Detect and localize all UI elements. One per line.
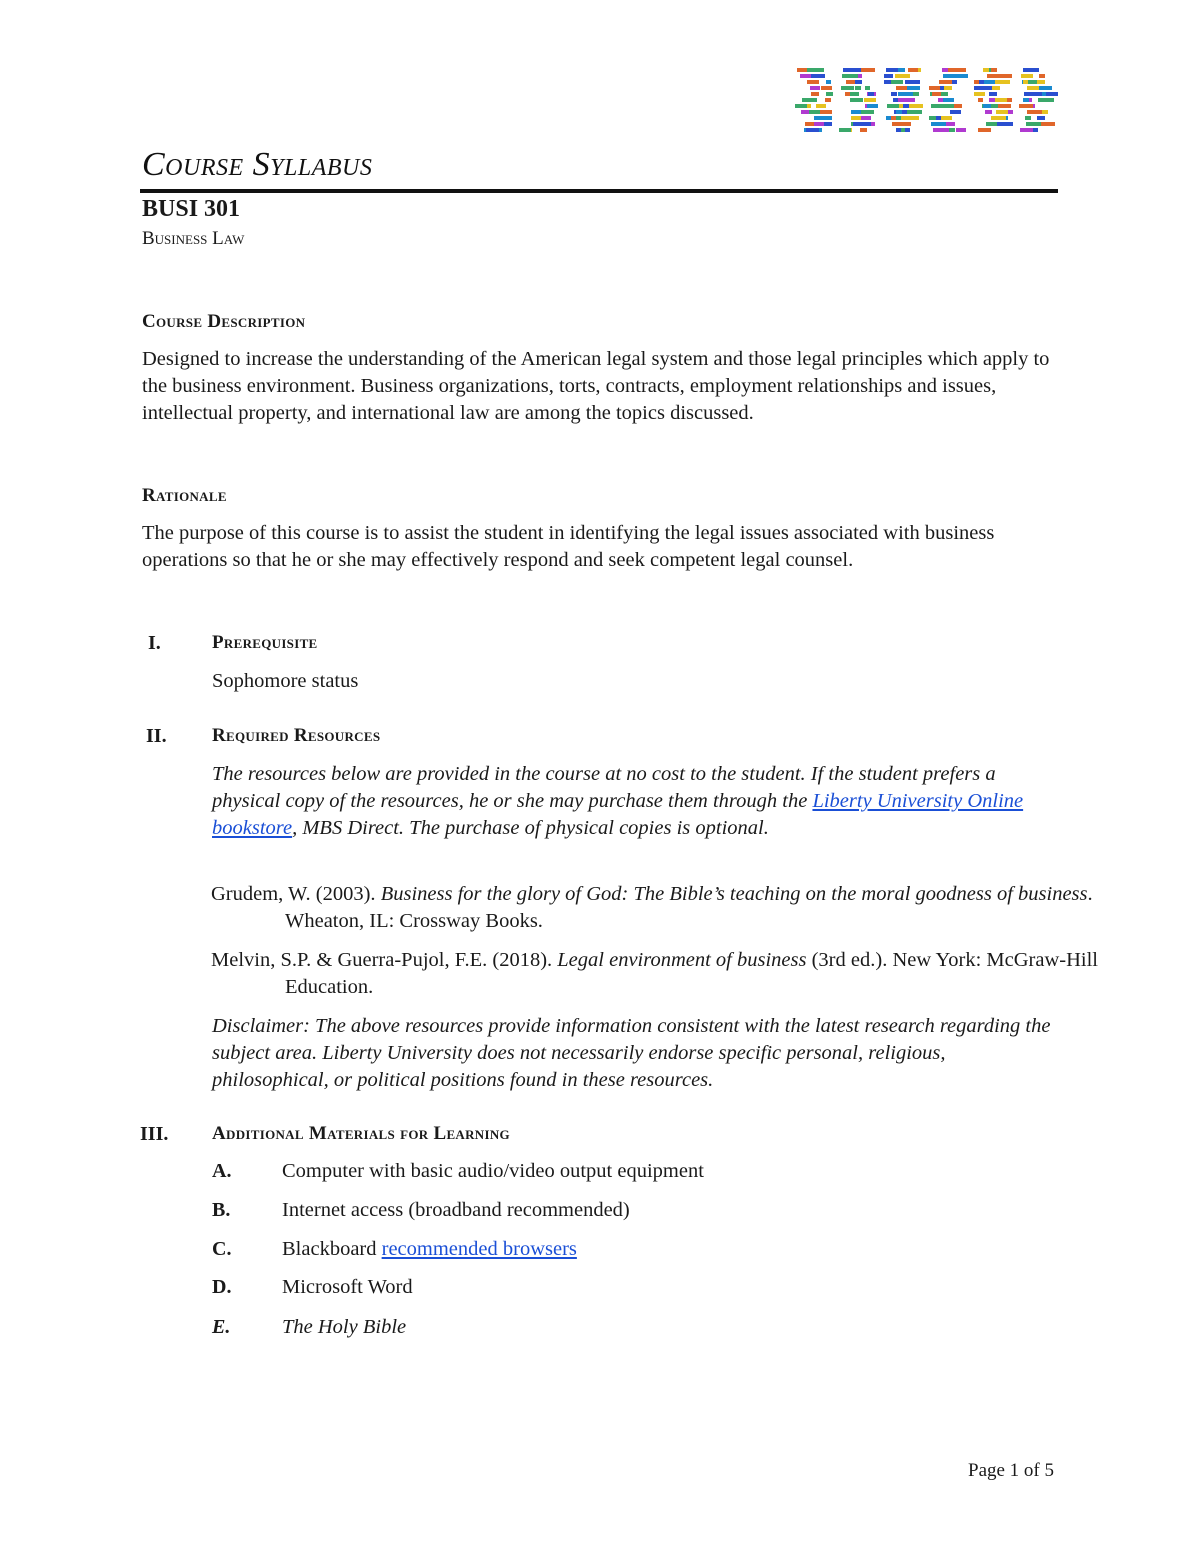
logo-pixel-block xyxy=(865,86,870,90)
logo-pixel-block xyxy=(802,98,817,102)
logo-pixel-block xyxy=(795,104,801,108)
reference-entry xyxy=(211,881,1125,935)
logo-pixel-block xyxy=(821,86,832,90)
logo-pixel-block xyxy=(1044,92,1058,96)
bookstore-link[interactable]: Liberty University Online bookstore xyxy=(212,790,1024,839)
reference-title: Legal environment of business xyxy=(557,949,807,971)
list-item: Internet access (broadband recommended) xyxy=(282,1199,630,1221)
logo-pixel-block xyxy=(901,116,919,120)
logo-pixel-block xyxy=(825,98,831,102)
logo-pixel-block xyxy=(996,110,1008,114)
logo-pixel-block xyxy=(908,68,918,72)
logo-pixel-block xyxy=(974,86,992,90)
logo-pixel-block xyxy=(939,80,952,84)
logo-pixel-block xyxy=(954,104,962,108)
logo-pixel-block xyxy=(1037,116,1045,120)
logo-pixel-block xyxy=(1039,74,1045,78)
logo-pixel-block xyxy=(855,86,861,90)
logo-pixel-block xyxy=(861,116,871,120)
logo-pixel-block xyxy=(989,92,997,96)
reference-authors: Grudem, W. (2003). xyxy=(211,883,381,905)
logo-pixel-block xyxy=(1033,128,1038,132)
resources-intro-text-end: , MBS Direct. The purchase of physical copies is optional. xyxy=(292,817,769,839)
logo-pixel-block xyxy=(841,86,854,90)
reference-publisher: . Wheaton, IL: Crossway Books. xyxy=(285,883,1093,932)
logo-pixel-block xyxy=(839,128,851,132)
logo-pixel-block xyxy=(800,74,811,78)
logo-pixel-block xyxy=(891,80,903,84)
logo-pixel-block xyxy=(948,68,966,72)
logo-pixel-block xyxy=(884,74,893,78)
logo-pixel-block xyxy=(929,116,937,120)
logo-pixel-block xyxy=(1021,74,1033,78)
logo-pixel-block xyxy=(943,98,954,102)
logo-pixel-block xyxy=(1038,98,1054,102)
logo-pixel-block xyxy=(1004,74,1012,78)
description-text: Designed to increase the understanding of the American legal system and those legal principles which apply to the business environment. Business organizations, torts, contracts, employment relationships and issues, intellectual property, and international law are among the topics discussed. xyxy=(142,348,1050,424)
logo-pixel-block xyxy=(933,128,949,132)
logo-pixel-block xyxy=(931,122,946,126)
logo-pixel-block xyxy=(810,86,820,90)
page-number: Page 1 of 5 xyxy=(968,1460,1055,1481)
section-numeral: I. xyxy=(148,632,161,654)
materials-heading: Additional Materials for Learning xyxy=(212,1123,510,1144)
logo-pixel-block xyxy=(814,122,824,126)
logo-pixel-block xyxy=(941,116,952,120)
logo-pixel-block xyxy=(1019,104,1033,108)
logo-pixel-block xyxy=(985,110,992,114)
logo-pixel-block xyxy=(978,98,983,102)
logo-pixel-block xyxy=(932,92,941,96)
logo-pixel-block xyxy=(895,74,910,78)
page-title: Course Syllabus xyxy=(142,146,373,183)
logo-pixel-block xyxy=(816,104,826,108)
logo-pixel-block xyxy=(853,122,871,126)
logo-pixel-block xyxy=(899,122,911,126)
logo-pixel-block xyxy=(991,68,997,72)
logo-pixel-block xyxy=(806,128,819,132)
logo-pixel-block xyxy=(974,80,979,84)
logo-pixel-block xyxy=(846,80,855,84)
logo-pixel-block xyxy=(826,92,833,96)
description-heading: Course Description xyxy=(142,311,306,332)
reference-publisher: (3rd ed.). New York: McGraw-Hill Education. xyxy=(285,949,1098,998)
logo-pixel-block xyxy=(811,92,819,96)
logo-pixel-block xyxy=(1027,110,1042,114)
logo-pixel-block xyxy=(850,98,863,102)
list-letter: E. xyxy=(212,1316,231,1338)
logo-pixel-block xyxy=(801,104,807,108)
logo-pixel-block xyxy=(898,92,913,96)
logo-pixel-block xyxy=(956,128,966,132)
logo-pixel-block xyxy=(896,110,902,114)
logo-pixel-block xyxy=(854,80,862,84)
logo-pixel-block xyxy=(1039,86,1052,90)
list-item-text: Blackboard xyxy=(282,1238,382,1260)
reference-entry xyxy=(211,947,1125,1001)
logo-pixel-block xyxy=(867,104,878,108)
list-letter: C. xyxy=(212,1238,232,1260)
logo-pixel-block xyxy=(905,128,910,132)
logo-pixel-block xyxy=(992,86,1000,90)
logo-pixel-block xyxy=(931,104,948,108)
list-item: Computer with basic audio/video output equipment xyxy=(282,1160,704,1182)
logo-pixel-block xyxy=(896,116,901,120)
logo-pixel-block xyxy=(845,92,850,96)
logo-pixel-block xyxy=(909,104,923,108)
logo-pixel-block xyxy=(807,80,819,84)
section-numeral: II. xyxy=(146,725,167,747)
logo-pixel-block xyxy=(986,122,997,126)
logo-pixel-block xyxy=(907,86,920,90)
course-code: BUSI 301 xyxy=(142,196,241,222)
prerequisite-heading: Prerequisite xyxy=(212,632,318,653)
list-item xyxy=(282,1238,577,1261)
list-letter: A. xyxy=(212,1160,232,1182)
logo-pixel-block xyxy=(983,104,991,108)
logo-pixel-block xyxy=(1023,80,1028,84)
logo-pixel-block xyxy=(902,104,910,108)
logo-pixel-block xyxy=(801,110,809,114)
resources-heading: Required Resources xyxy=(212,725,381,746)
logo-pixel-block xyxy=(898,98,915,102)
logo-pixel-block xyxy=(943,74,958,78)
section-numeral: III. xyxy=(140,1123,169,1145)
logo-pixel-block xyxy=(995,80,1010,84)
logo-pixel-block xyxy=(860,128,867,132)
logo-pixel-block xyxy=(944,86,952,90)
liberty-university-logo xyxy=(794,68,1062,134)
logo-pixel-block xyxy=(887,104,899,108)
logo-pixel-block xyxy=(864,98,876,102)
logo-pixel-block xyxy=(978,128,985,132)
list-item: Microsoft Word xyxy=(282,1276,413,1298)
logo-pixel-block xyxy=(805,122,814,126)
title-divider xyxy=(140,189,1058,193)
logo-pixel-block xyxy=(905,80,920,84)
course-name: Business Law xyxy=(142,228,245,249)
logo-pixel-block xyxy=(995,98,1007,102)
logo-pixel-block xyxy=(907,110,922,114)
logo-pixel-block xyxy=(868,92,874,96)
logo-pixel-block xyxy=(1025,116,1031,120)
logo-pixel-block xyxy=(861,68,875,72)
rationale-heading: Rationale xyxy=(142,485,227,506)
prerequisite-text: Sophomore status xyxy=(212,670,359,692)
logo-pixel-block xyxy=(974,92,985,96)
rationale-text: The purpose of this course is to assist the student in identifying the legal issues associated with business operations so that he or she may effectively respond and seek competent legal counsel. xyxy=(142,522,995,571)
resources-intro xyxy=(212,761,1052,842)
logo-pixel-block xyxy=(861,110,874,114)
logo-pixel-block xyxy=(997,122,1013,126)
logo-pixel-block xyxy=(824,122,832,126)
logo-pixel-block xyxy=(843,68,859,72)
logo-pixel-block xyxy=(1023,68,1037,72)
logo-pixel-block xyxy=(1024,92,1042,96)
logo-pixel-block xyxy=(814,116,832,120)
resources-intro-text: The resources below are provided in the course at no cost to the student. If the student prefers a physical copy of the resources, he or she may purchase them through the xyxy=(212,763,996,812)
logo-pixel-block xyxy=(842,74,858,78)
logo-pixel-block xyxy=(1041,122,1055,126)
reference-title: Business for the glory of God: The Bible’s teaching on the moral goodness of business xyxy=(380,883,1088,905)
logo-pixel-block xyxy=(987,74,1005,78)
logo-pixel-block xyxy=(818,110,832,114)
browsers-link[interactable]: recommended browsers xyxy=(381,1238,577,1260)
logo-pixel-block xyxy=(810,74,825,78)
logo-pixel-block xyxy=(950,110,961,114)
disclaimer-text: Disclaimer: The above resources provide information consistent with the latest research regarding the subject area. Liberty University does not necessarily endorse specific personal, religious, philosophical, or political positions found in these resources. xyxy=(212,1015,1051,1091)
logo-pixel-block xyxy=(891,92,897,96)
list-item: The Holy Bible xyxy=(282,1316,407,1338)
logo-pixel-block xyxy=(991,116,1006,120)
logo-pixel-block xyxy=(826,80,831,84)
list-letter: D. xyxy=(212,1276,232,1298)
list-letter: B. xyxy=(212,1199,231,1221)
reference-authors: Melvin, S.P. & Guerra-Pujol, F.E. (2018). xyxy=(211,949,558,971)
logo-pixel-block xyxy=(1023,98,1029,102)
logo-pixel-block xyxy=(886,68,898,72)
logo-pixel-block xyxy=(807,68,824,72)
